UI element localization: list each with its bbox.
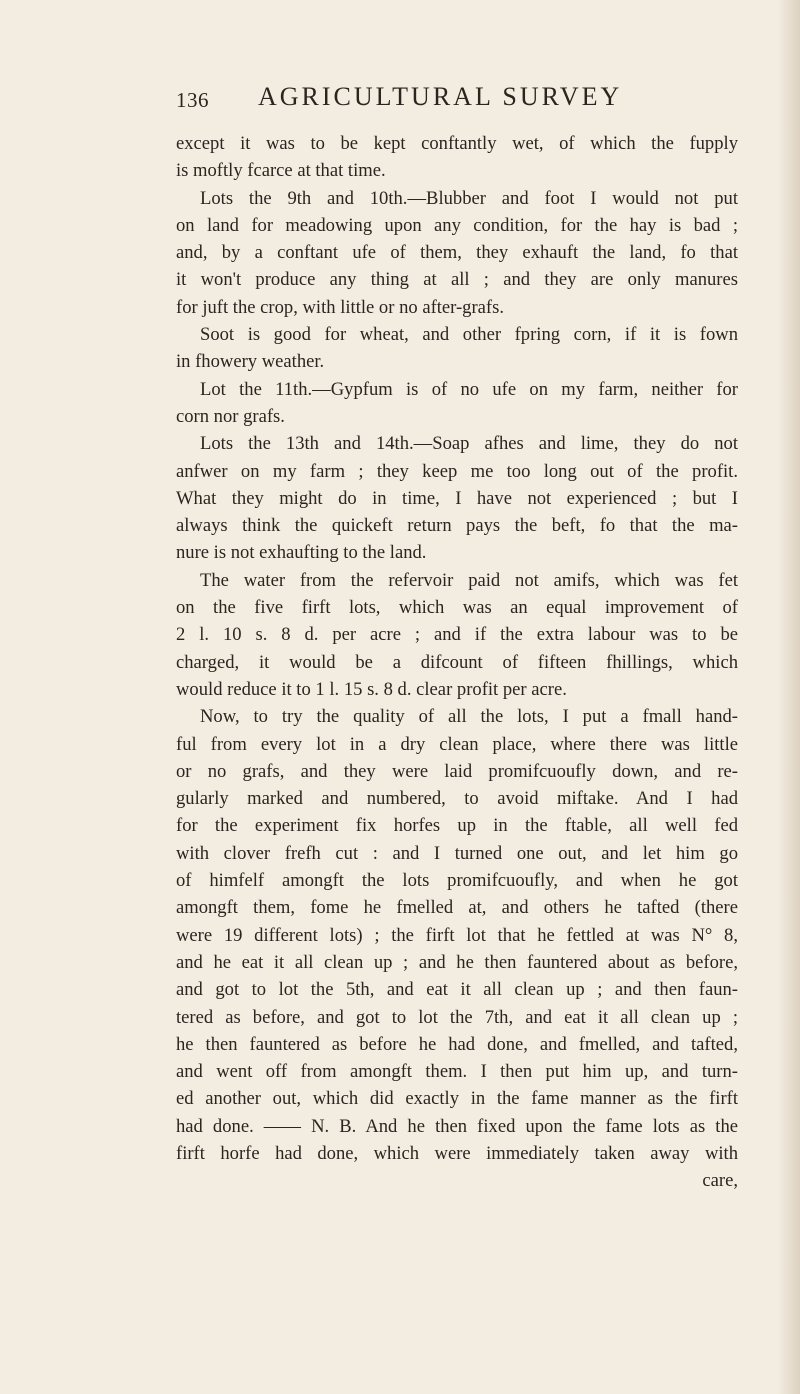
text-line: on the five firft lots, which was an equal improvement of xyxy=(176,597,738,619)
text-line: ful from every lot in a dry clean place, where there was little xyxy=(176,733,738,755)
text-line: charged, it would be a difcount of fifteen fhillings, which xyxy=(176,651,738,673)
text-line: or no grafs, and they were laid promifcuoufly down, and re- xyxy=(176,760,738,782)
text-line: on land for meadowing upon any condition, for the hay is bad ; xyxy=(176,214,738,236)
text-line: gularly marked and numbered, to avoid miftake. And I had xyxy=(176,788,738,810)
running-head: AGRICULTURAL SURVEY xyxy=(258,82,623,111)
text-line: tered as before, and got to lot the 7th, and eat it all clean up ; xyxy=(176,1006,738,1028)
text-line: with clover frefh cut : and I turned one out, and let him go xyxy=(176,842,738,864)
text-line: firft horfe had done, which were immediately taken away with xyxy=(176,1142,738,1164)
text-line: for the experiment fix horfes up in the ftable, all well fed xyxy=(176,815,738,837)
page-edge-shadow xyxy=(778,0,800,1394)
text-line: except it was to be kept conftantly wet, of which the fupply xyxy=(176,133,738,154)
text-line: Soot is good for wheat, and other fpring corn, if it is fown xyxy=(200,324,738,346)
catchword: care, xyxy=(702,1170,738,1192)
text-line: nure is not exhaufting to the land. xyxy=(176,542,427,564)
text-line: were 19 different lots) ; the firft lot that he fettled at was N° 8, xyxy=(176,924,738,946)
text-line: for juft the crop, with little or no after-grafs. xyxy=(176,296,505,318)
text-line: 2 l. 10 s. 8 d. per acre ; and if the extra labour was to be xyxy=(176,624,738,646)
text-line: Now, to try the quality of all the lots, I put a fmall hand- xyxy=(200,706,738,728)
text-line: always think the quickeft return pays the beft, fo that the ma- xyxy=(176,515,738,537)
text-line: he then fauntered as before he had done, and fmelled, and tafted, xyxy=(176,1033,738,1055)
text-line: amongft them, fome he fmelled at, and others he tafted (there xyxy=(176,897,738,919)
text-line: Lots the 13th and 14th.—Soap afhes and lime, they do not xyxy=(200,433,738,455)
text-line: The water from the refervoir paid not amifs, which was fet xyxy=(200,569,738,591)
body-text xyxy=(176,130,738,1195)
text-line: it won't produce any thing at all ; and they are only manures xyxy=(176,269,738,291)
text-line: and got to lot the 5th, and eat it all clean up ; and then faun- xyxy=(176,979,738,1001)
text-line: had done. —— N. B. And he then fixed upon the fame lots as the xyxy=(176,1115,738,1137)
text-line: What they might do in time, I have not experienced ; but I xyxy=(176,487,738,509)
text-line: Lots the 9th and 10th.—Blubber and foot I would not put xyxy=(200,187,738,209)
text-line: ed another out, which did exactly in the fame manner as the firft xyxy=(176,1088,738,1110)
text-line: is moftly fcarce at that time. xyxy=(176,160,386,182)
text-line: in fhowery weather. xyxy=(176,351,325,373)
page-number: 136 xyxy=(176,88,209,112)
text-line: anfwer on my farm ; they keep me too long out of the profit. xyxy=(176,460,738,482)
text-line: would reduce it to 1 l. 15 s. 8 d. clear profit per acre. xyxy=(176,678,567,700)
page-header xyxy=(176,80,766,120)
text-line: Lot the 11th.—Gypfum is of no ufe on my farm, neither for xyxy=(200,378,738,400)
text-line: of himfelf amongft the lots promifcuoufly, and when he got xyxy=(176,870,738,892)
text-line: corn nor grafs. xyxy=(176,405,285,427)
text-line: and went off from amongft them. I then put him up, and turn- xyxy=(176,1061,738,1083)
text-line: and he eat it all clean up ; and he then fauntered about as before, xyxy=(176,951,738,973)
text-line: and, by a conftant ufe of them, they exhauft the land, fo that xyxy=(176,242,738,264)
